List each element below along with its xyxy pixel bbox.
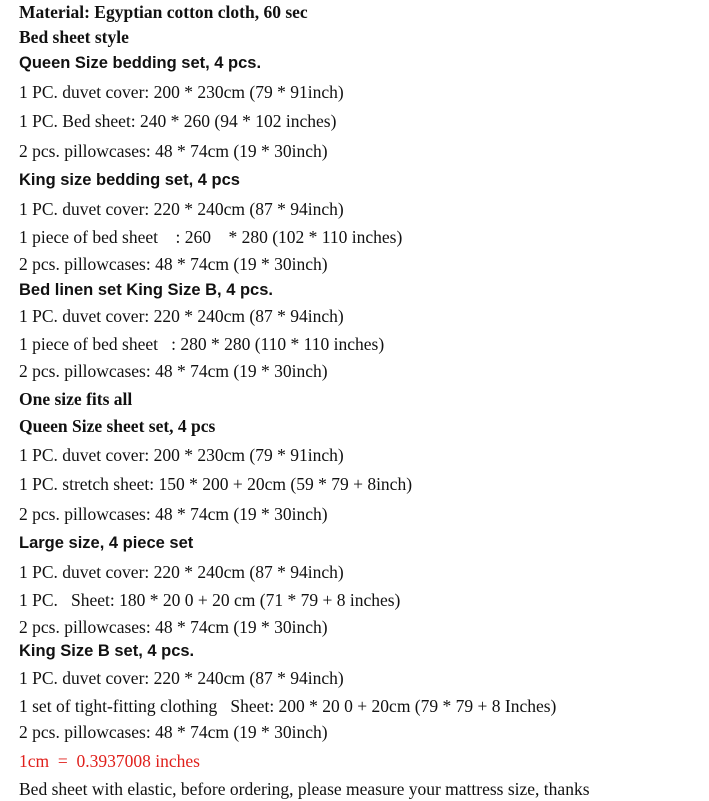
spec-line: 1 PC. stretch sheet: 150 * 200 + 20cm (59 * 79 + 8inch) <box>19 474 413 494</box>
spec-line: 1 PC. duvet cover: 200 * 230cm (79 * 91inch) <box>19 445 344 465</box>
heading-large-size-set: Large size, 4 piece set <box>19 534 194 552</box>
section-heading-bed-sheet-style: Bed sheet style <box>19 27 129 47</box>
heading-king-bedding-set: King size bedding set, 4 pcs <box>19 171 240 189</box>
heading-king-size-b-linen-set: Bed linen set King Size B, 4 pcs. <box>19 281 273 299</box>
mattress-measure-note: Bed sheet with elastic, before ordering, please measure your mattress size, thanks <box>19 779 590 799</box>
spec-line: 2 pcs. pillowcases: 48 * 74cm (19 * 30inch) <box>19 504 328 524</box>
spec-line: 1 piece of bed sheet : 260 * 280 (102 * 110 inches) <box>19 227 403 247</box>
spec-line: 2 pcs. pillowcases: 48 * 74cm (19 * 30inch) <box>19 361 328 381</box>
spec-line: 2 pcs. pillowcases: 48 * 74cm (19 * 30inch) <box>19 722 328 742</box>
heading-king-size-b-set: King Size B set, 4 pcs. <box>19 642 195 660</box>
spec-line: 1 PC. duvet cover: 200 * 230cm (79 * 91inch) <box>19 82 344 102</box>
spec-line: 1 set of tight-fitting clothing Sheet: 200 * 20 0 + 20cm (79 * 79 + 8 Inches) <box>19 696 557 716</box>
spec-line: 1 PC. Bed sheet: 240 * 260 (94 * 102 inches) <box>19 111 337 131</box>
unit-conversion-note: 1cm = 0.3937008 inches <box>19 751 200 771</box>
spec-line: 2 pcs. pillowcases: 48 * 74cm (19 * 30inch) <box>19 254 328 274</box>
spec-line: 1 piece of bed sheet : 280 * 280 (110 * 110 inches) <box>19 334 385 354</box>
material-line: Material: Egyptian cotton cloth, 60 sec <box>19 2 308 22</box>
spec-line: 2 pcs. pillowcases: 48 * 74cm (19 * 30inch) <box>19 617 328 637</box>
heading-queen-bedding-set: Queen Size bedding set, 4 pcs. <box>19 54 262 72</box>
spec-line: 1 PC. duvet cover: 220 * 240cm (87 * 94inch) <box>19 306 344 326</box>
spec-line: 1 PC. duvet cover: 220 * 240cm (87 * 94inch) <box>19 562 344 582</box>
spec-line: 1 PC. Sheet: 180 * 20 0 + 20 cm (71 * 79 + 8 inches) <box>19 590 401 610</box>
spec-line: 1 PC. duvet cover: 220 * 240cm (87 * 94inch) <box>19 668 344 688</box>
heading-queen-sheet-set: Queen Size sheet set, 4 pcs <box>19 416 216 436</box>
section-heading-one-size: One size fits all <box>19 389 133 409</box>
spec-line: 2 pcs. pillowcases: 48 * 74cm (19 * 30inch) <box>19 141 328 161</box>
spec-line: 1 PC. duvet cover: 220 * 240cm (87 * 94inch) <box>19 199 344 219</box>
